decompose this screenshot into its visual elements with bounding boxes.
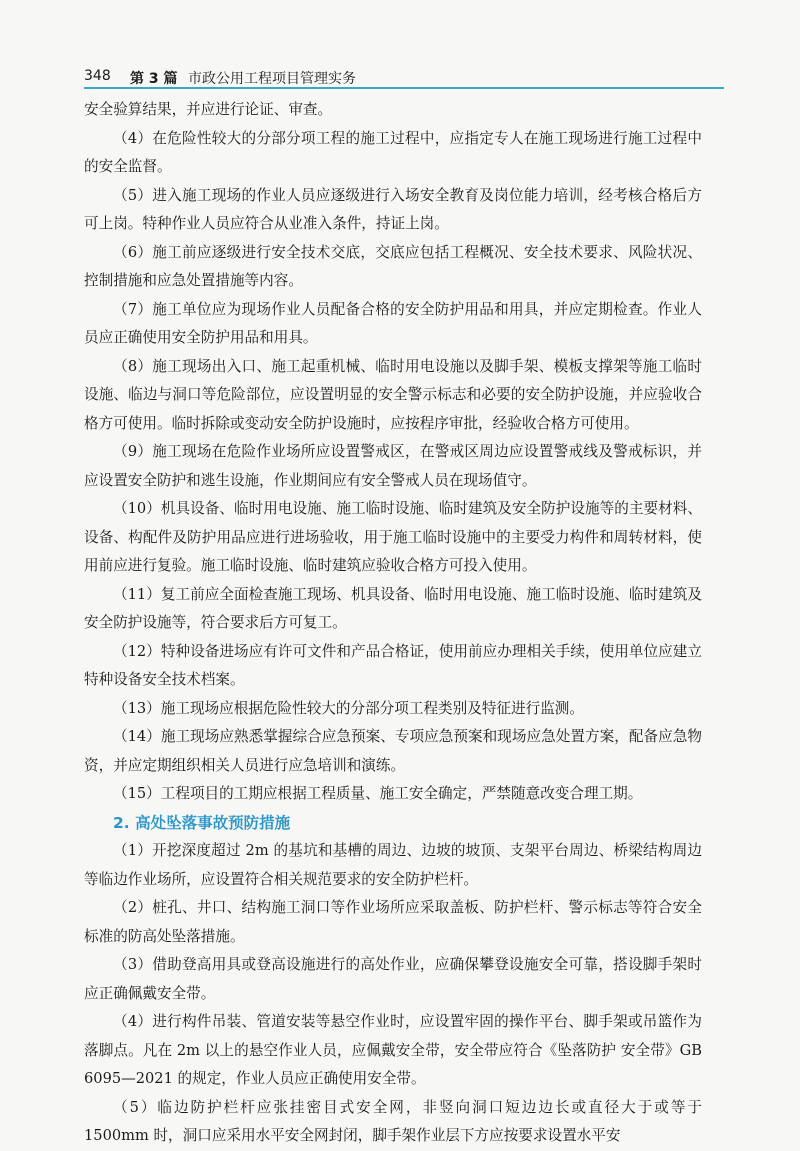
paragraph: （9）施工现场在危险作业场所应设置警戒区，在警戒区周边应设置警戒线及警戒标识，并应设置安全防护和逃生设施，作业期间应有安全警戒人员在现场值守。 — [84, 443, 702, 489]
paragraph: （8）施工现场出入口、施工起重机械、临时用电设施以及脚手架、模板支撑架等施工临时设施、临边与洞口等危险部位，应设置明显的安全警示标志和必要的安全防护设施，并应验收合格方可使用。临时拆除或变动安全防护设施时，应按程序审批，经验收合格方可使用。 — [84, 357, 702, 432]
paragraph: （4）在危险性较大的分部分项工程的施工过程中，应指定专人在施工现场进行施工过程中的安全监督。 — [84, 129, 702, 175]
paragraph: （6）施工前应逐级进行安全技术交底，交底应包括工程概况、安全技术要求、风险状况、控制措施和应急处置措施等内容。 — [84, 243, 702, 289]
paragraph: （11）复工前应全面检查施工现场、机具设备、临时用电设施、施工临时设施、临时建筑及安全防护设施等，符合要求后方可复工。 — [84, 585, 702, 631]
section-heading: 2. 高处坠落事故预防措施 — [113, 813, 291, 832]
paragraph: （5）临边防护栏杆应张挂密目式安全网，非竖向洞口短边边长或直径大于或等于 1500mm 时，洞口应采用水平安全网封闭，脚手架作业层下方应按要求设置水平安 — [84, 1098, 702, 1144]
paragraph: （15）工程项目的工期应根据工程质量、施工安全确定，严禁随意改变合理工期。 — [113, 785, 643, 802]
paragraph: （4）进行构件吊装、管道安装等悬空作业时，应设置牢固的操作平台、脚手架或吊篮作为落脚点。凡在 2m 以上的悬空作业人员，应佩戴安全带，安全带应符合《坠落防护 安全带》GB 6095—2021 的规定，作业人员应正确使用安全带。 — [84, 1013, 702, 1087]
paragraph: （7）施工单位应为现场作业人员配备合格的安全防护用品和用具，并应定期检查。作业人员应正确使用安全防护用品和用具。 — [84, 300, 702, 346]
paragraph: （14）施工现场应熟悉掌握综合应急预案、专项应急预案和现场应急处置方案，配备应急物资，并应定期组织相关人员进行应急培训和演练。 — [84, 728, 702, 774]
header-rule — [84, 87, 724, 89]
paragraph: 安全验算结果，并应进行论证、审查。 — [84, 101, 333, 118]
page-number: 348 — [84, 68, 111, 84]
paragraph: （5）进入施工现场的作业人员应逐级进行入场安全教育及岗位能力培训，经考核合格后方可上岗。特种作业人员应符合从业准入条件，持证上岗。 — [84, 186, 702, 232]
paragraph: （3）借助登高用具或登高设施进行的高处作业，应确保攀登设施安全可靠，搭设脚手架时应正确佩戴安全带。 — [84, 956, 702, 1002]
paragraph: （2）桩孔、井口、结构施工洞口等作业场所应采取盖板、防护栏杆、警示标志等符合安全标准的防高处坠落措施。 — [84, 899, 702, 945]
book-title: 市政公用工程项目管理实务 — [188, 71, 356, 87]
paragraph: （12）特种设备进场应有许可文件和产品合格证，使用前应办理相关手续，使用单位应建立特种设备安全技术档案。 — [84, 642, 702, 688]
paragraph: （10）机具设备、临时用电设施、施工临时设施、临时建筑及安全防护设施等的主要材料、设备、构配件及防护用品应进行进场验收，用于施工临时设施中的主要受力构件和周转材料，使用前应进行复验。施工临时设施、临时建筑应验收合格方可投入使用。 — [84, 500, 702, 574]
paragraph: （13）施工现场应根据危险性较大的分部分项工程类别及特征进行监测。 — [113, 699, 584, 717]
body-text — [84, 96, 702, 1151]
chapter-label: 第 3 篇 — [130, 71, 178, 87]
paragraph: （1）开挖深度超过 2m 的基坑和基槽的周边、边坡的坡顶、支架平台周边、桥梁结构周边等临边作业场所，应设置符合相关规范要求的安全防护栏杆。 — [84, 842, 702, 888]
